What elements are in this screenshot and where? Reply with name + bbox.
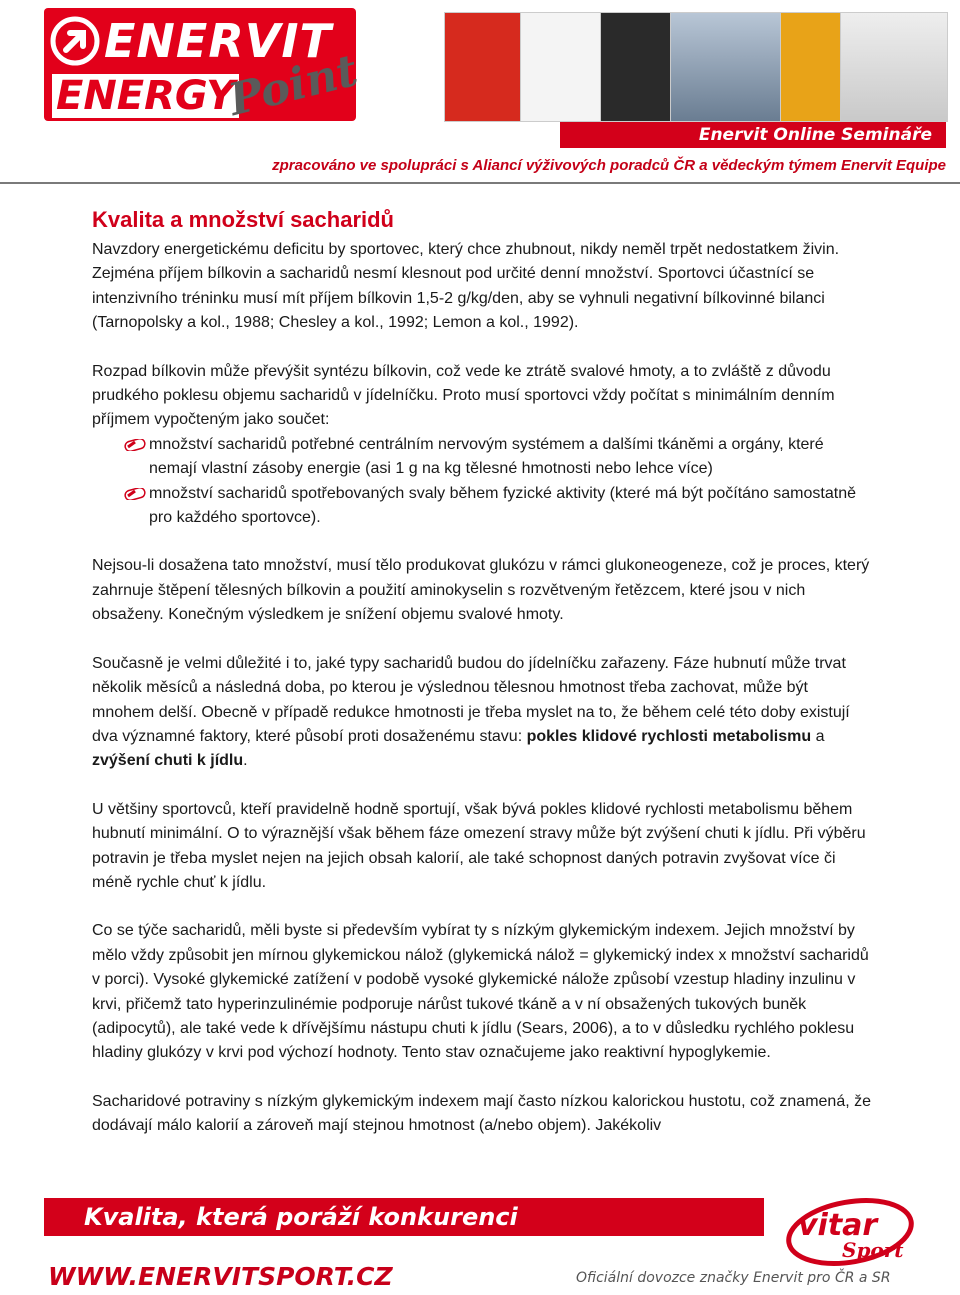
bullet-list — [92, 433, 872, 531]
vitar-word: vitar — [798, 1208, 878, 1243]
red-capsule-bullet-icon — [124, 488, 146, 500]
paragraph-5: U většiny sportovců, kteří pravidelně hodně sportují, však bývá pokles klidové rychlosti metabolismu během hubnutí minimální. O to výraznější však během fáze omezení stravy může být zvýšení chuti k jídlu. Při výběru potravin je třeba myslet nejen na jejich obsah kalorií, ale také schopnost daných potravin zvyšovat více či méně rychle chuť k jídlu. — [92, 800, 866, 891]
paragraph-4-bold-1: pokles klidové rychlosti metabolismu — [526, 727, 812, 745]
cyclists-photo — [670, 12, 782, 122]
logo-enervit-text: ENERVIT — [104, 14, 332, 68]
enervit-logo — [44, 8, 363, 127]
red-capsule-bullet-icon — [124, 439, 146, 451]
section-title: Kvalita a množství sacharidů — [92, 207, 394, 232]
paragraph-7: Sacharidové potraviny s nízkým glykemickým indexem mají často nízkou kalorickou hustotu, což znamená, že dodávají málo kalorií a zároveň mají stejnou hmotnost (a/nebo objem). Jakékoliv — [92, 1092, 871, 1135]
list-item-text: množství sacharidů potřebné centrálním nervovým systémem a dalšími tkáněmi a orgány, které nemají vlastní zásoby energie (asi 1 g na kg tělesné hmotnosti nebo lehce více) — [149, 435, 824, 478]
header-subtitle: zpracováno ve spolupráci s Aliancí výživových poradců ČR a vědeckým týmem Enervit Equipe — [272, 157, 946, 174]
page-header — [0, 0, 960, 186]
product-chart-photo — [520, 12, 602, 122]
arrow-right-icon — [50, 16, 100, 66]
paragraph-2: Rozpad bílkovin může převýšit syntézu bílkovin, což vede ke ztrátě svalové hmoty, a to zvláště z důvodu prudkého poklesu objemu sacharidů v jídelníčku. Proto musí sportovci vždy počítat s minimálním denním příjmem vypočteným jako součet: — [92, 362, 835, 429]
list-item — [92, 482, 872, 531]
paragraph-4-text: Současně je velmi důležité i to, jaké typy sacharidů budou do jídelníčku zařazeny. Fáze hubnutí může trvat několik měsíců a následná doba, po kterou je výslednou tělesnou hmotnost třeba zachovat, může být mnohem delší. Obecně v případě redukce hmotnosti je třeba myslet na to, že během celé této doby existují dva významné faktory, které působí proti dosaženému stavu: — [92, 654, 850, 745]
paragraph-4-bold-2: zvýšení chuti k jídlu — [92, 752, 244, 770]
footer-banner: Kvalita, která poráží konkurenci — [44, 1198, 764, 1236]
product-box-photo — [600, 12, 672, 122]
paragraph-6: Co se týče sacharidů, měli byste si především vybírat ty s nízkým glykemickým indexem. Jejich množství by mělo vždy způsobit jen mírnou glykemickou nálož (glykemická nálož = glykemický index x množství sacharidů v porci). Vysoké glykemické zatížení v podobě vysoké glykemické nálože způsobí vzestup hladiny inzulinu v krvi, přičemž tato hyperinzulinémie podporuje nárůst tukové tkáně a v ní obsažených tukových buněk (adipocytů), ale také vede k dřívějšímu nástupu chuti k jídlu (Sears, 2006), a to v důsledku rychlého poklesu hladiny glukózy v krvi pod výchozí hodnoty. Tento stav označujeme jako reaktivní hypoglykemie. — [92, 922, 869, 1062]
vitar-sport-word: Sport — [842, 1238, 904, 1262]
footer-distributor-text: Oficiální dovozce značky Enervit pro ČR a SR — [576, 1270, 891, 1286]
paragraph-4-mid: a — [811, 727, 825, 745]
paragraph-4-end: . — [243, 752, 248, 770]
footer-website-link[interactable]: WWW.ENERVITSPORT.CZ — [48, 1262, 393, 1291]
rider-photo — [840, 12, 948, 122]
paragraph-4 — [92, 652, 872, 774]
logo-point-text: Point — [223, 44, 363, 127]
logo-energy-text: ENERGY — [52, 74, 239, 118]
vitar-sport-logo — [780, 1190, 920, 1272]
list-item-text: množství sacharidů spotřebovaných svaly během fyzické aktivity (které má být počítáno samostatně pro každého sportovce). — [149, 484, 856, 527]
product-r1-photo — [444, 12, 522, 122]
paragraph-1: Navzdory energetickému deficitu by sportovec, který chce zhubnout, nikdy neměl trpět nedostatkem živin. Zejména příjem bílkovin a sacharidů nesmí klesnout pod určité denní množství. Sportovci účastnící se intenzivního tréninku musí mít příjem bílkovin 1,5-2 g/kg/den, aby se vyhnuli negativní bílkovinné bilanci (Tarnopolsky a kol., 1988; Chesley a kol., 1992; Lemon a kol., 1992). — [92, 241, 840, 332]
seminar-banner: Enervit Online Semináře — [560, 122, 946, 148]
paragraph-3: Nejsou-li dosažena tato množství, musí tělo produkovat glukózu v rámci glukoneogeneze, což je proces, který zahrnuje štěpení tělesných bílkovin a použití aminokyselin s rozvětveným řetězcem, které jsou v nich obsaženy. Konečným výsledkem je snížení objemu svalové hmoty. — [92, 557, 870, 624]
article — [92, 206, 872, 1163]
list-item — [92, 433, 872, 482]
header-divider — [0, 182, 960, 184]
